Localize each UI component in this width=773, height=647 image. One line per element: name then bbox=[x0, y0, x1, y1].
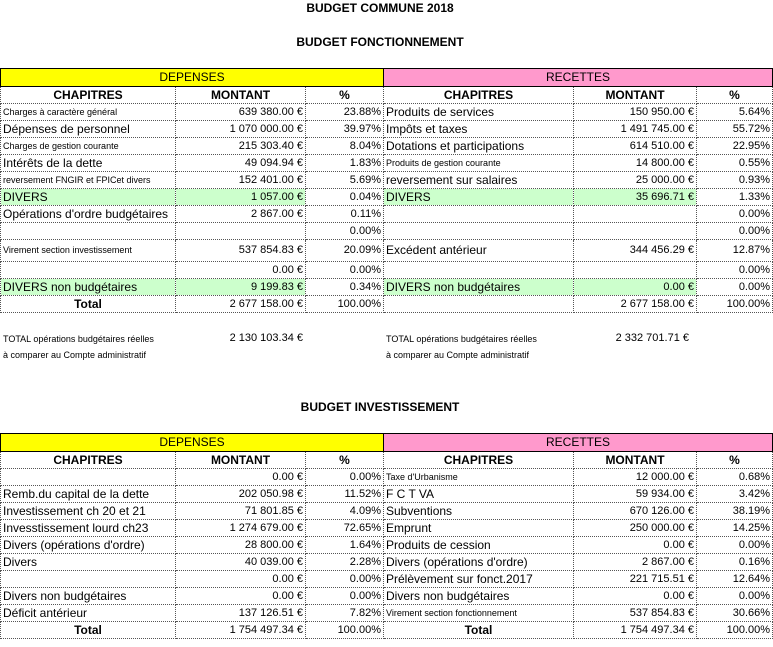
col-header: CHAPITRES bbox=[1, 87, 176, 104]
cell bbox=[574, 206, 697, 223]
cell bbox=[384, 223, 574, 240]
cell: 0.00% bbox=[697, 588, 773, 605]
cell: 137 126.51 € bbox=[176, 605, 306, 622]
cell: Excédent antérieur bbox=[384, 240, 574, 262]
cell: 0.00 € bbox=[176, 571, 306, 588]
cell: 1 491 745.00 € bbox=[574, 121, 697, 138]
total-label: Total bbox=[384, 622, 574, 639]
cell: 12 000.00 € bbox=[574, 469, 697, 486]
depenses-band: DEPENSES bbox=[1, 69, 384, 87]
cell: Virement section investissement bbox=[1, 240, 176, 262]
cell: 11.52% bbox=[306, 486, 384, 503]
cell: DIVERS bbox=[384, 189, 574, 206]
cell: 344 456.29 € bbox=[574, 240, 697, 262]
table-row bbox=[1, 138, 773, 155]
table-row bbox=[1, 155, 773, 172]
col-header: % bbox=[306, 87, 384, 104]
cell bbox=[176, 223, 306, 240]
cell: 2 867.00 € bbox=[574, 554, 697, 571]
cell: 20.09% bbox=[306, 240, 384, 262]
cell: 72.65% bbox=[306, 520, 384, 537]
cell: Divers non budgétaires bbox=[1, 588, 176, 605]
cell: Charges à caractère général bbox=[1, 104, 176, 121]
table-investissement bbox=[0, 433, 773, 639]
cell bbox=[574, 223, 697, 240]
cell: 639 380.00 € bbox=[176, 104, 306, 121]
cell: 49 094.94 € bbox=[176, 155, 306, 172]
cell: 35 696.71 € bbox=[574, 189, 697, 206]
cell: 0.00% bbox=[697, 537, 773, 554]
depenses-band: DEPENSES bbox=[1, 434, 384, 452]
recettes-band: RECETTES bbox=[384, 69, 773, 87]
cell: 0.00% bbox=[697, 223, 773, 240]
section-title-investissement: BUDGET INVESTISSEMENT bbox=[300, 400, 460, 414]
cell: 0.00% bbox=[697, 279, 773, 296]
cell: 1 754 497.34 € bbox=[574, 622, 697, 639]
cell: Charges de gestion courante bbox=[1, 138, 176, 155]
cell: 5.69% bbox=[306, 172, 384, 189]
cell: 12.64% bbox=[697, 571, 773, 588]
cell: 39.97% bbox=[306, 121, 384, 138]
cell: 537 854.83 € bbox=[574, 605, 697, 622]
cell: 7.82% bbox=[306, 605, 384, 622]
cell: 1 274 679.00 € bbox=[176, 520, 306, 537]
cell: 0.00% bbox=[306, 262, 384, 279]
cell: 4.09% bbox=[306, 503, 384, 520]
section-title-fonctionnement: BUDGET FONCTIONNEMENT bbox=[296, 35, 464, 49]
cell: reversement FNGIR et FPICet divers bbox=[1, 172, 176, 189]
cell: Divers bbox=[1, 554, 176, 571]
cell: 0.11% bbox=[306, 206, 384, 223]
table-row bbox=[1, 206, 773, 223]
note-depenses-line2: à comparer au Compte administratif bbox=[3, 350, 147, 360]
cell bbox=[384, 262, 574, 279]
cell: Impôts et taxes bbox=[384, 121, 574, 138]
table-row bbox=[1, 571, 773, 588]
total-label: Total bbox=[1, 622, 176, 639]
cell: 59 934.00 € bbox=[574, 486, 697, 503]
cell: Déficit antérieur bbox=[1, 605, 176, 622]
table-row bbox=[1, 279, 773, 296]
cell: 0.00% bbox=[306, 469, 384, 486]
cell: 152 401.00 € bbox=[176, 172, 306, 189]
cell: Divers non budgétaires bbox=[384, 588, 574, 605]
cell: Prélèvement sur fonct.2017 bbox=[384, 571, 574, 588]
table-row bbox=[1, 537, 773, 554]
cell: 0.00 € bbox=[574, 588, 697, 605]
table-row bbox=[1, 469, 773, 486]
cell: 670 126.00 € bbox=[574, 503, 697, 520]
col-header: CHAPITRES bbox=[1, 452, 176, 469]
cell: 0.68% bbox=[697, 469, 773, 486]
table-row bbox=[1, 588, 773, 605]
cell: 23.88% bbox=[306, 104, 384, 121]
table-row bbox=[1, 605, 773, 622]
cell bbox=[1, 262, 176, 279]
table-row bbox=[1, 240, 773, 262]
cell: 0.00% bbox=[697, 206, 773, 223]
cell: Investissement ch 20 et 21 bbox=[1, 503, 176, 520]
cell: 28 800.00 € bbox=[176, 537, 306, 554]
col-header: MONTANT bbox=[176, 87, 306, 104]
cell: 55.72% bbox=[697, 121, 773, 138]
col-header: CHAPITRES bbox=[384, 452, 574, 469]
cell bbox=[384, 296, 574, 313]
cell: 0.00 € bbox=[574, 279, 697, 296]
cell: 2 677 158.00 € bbox=[176, 296, 306, 313]
cell: 25 000.00 € bbox=[574, 172, 697, 189]
note-recettes-line1: TOTAL opérations budgétaires réelles bbox=[386, 334, 537, 344]
table-row bbox=[1, 172, 773, 189]
cell: 9 199.83 € bbox=[176, 279, 306, 296]
page-title: BUDGET COMMUNE 2018 bbox=[306, 1, 454, 15]
table-row bbox=[1, 262, 773, 279]
total-label: Total bbox=[1, 296, 176, 313]
cell: 38.19% bbox=[697, 503, 773, 520]
note-recettes-value: 2 332 701.71 € bbox=[615, 332, 689, 344]
table-row bbox=[1, 121, 773, 138]
total-row bbox=[1, 622, 773, 639]
cell bbox=[384, 206, 574, 223]
cell: 250 000.00 € bbox=[574, 520, 697, 537]
cell bbox=[574, 262, 697, 279]
cell: Divers (opérations d'ordre) bbox=[1, 537, 176, 554]
cell: 215 303.40 € bbox=[176, 138, 306, 155]
col-header: % bbox=[697, 87, 773, 104]
recettes-band: RECETTES bbox=[384, 434, 773, 452]
cell: 1.33% bbox=[697, 189, 773, 206]
cell: 0.16% bbox=[697, 554, 773, 571]
table-row bbox=[1, 223, 773, 240]
cell: 1 070 000.00 € bbox=[176, 121, 306, 138]
cell: 71 801.85 € bbox=[176, 503, 306, 520]
cell: 221 715.51 € bbox=[574, 571, 697, 588]
cell: 8.04% bbox=[306, 138, 384, 155]
col-header: % bbox=[697, 452, 773, 469]
table-row bbox=[1, 104, 773, 121]
cell: 2 677 158.00 € bbox=[574, 296, 697, 313]
note-depenses-value: 2 130 103.34 € bbox=[229, 332, 303, 344]
cell: 22.95% bbox=[697, 138, 773, 155]
cell: 1.64% bbox=[306, 537, 384, 554]
cell: 5.64% bbox=[697, 104, 773, 121]
cell: 0.04% bbox=[306, 189, 384, 206]
cell: 2 867.00 € bbox=[176, 206, 306, 223]
cell: 0.00 € bbox=[176, 588, 306, 605]
cell: Intérêts de la dette bbox=[1, 155, 176, 172]
cell: Remb.du capital de la dette bbox=[1, 486, 176, 503]
col-header: MONTANT bbox=[574, 452, 697, 469]
cell: DIVERS non budgétaires bbox=[384, 279, 574, 296]
cell: 1.83% bbox=[306, 155, 384, 172]
cell: 202 050.98 € bbox=[176, 486, 306, 503]
cell: 2.28% bbox=[306, 554, 384, 571]
cell: Taxe d'Urbanisme bbox=[384, 469, 574, 486]
cell: 100.00% bbox=[697, 296, 773, 313]
cell: 0.00% bbox=[306, 571, 384, 588]
cell: Divers (opérations d'ordre) bbox=[384, 554, 574, 571]
col-header: MONTANT bbox=[176, 452, 306, 469]
cell: Dotations et participations bbox=[384, 138, 574, 155]
table-row bbox=[1, 520, 773, 537]
cell: Dépenses de personnel bbox=[1, 121, 176, 138]
cell: 0.55% bbox=[697, 155, 773, 172]
col-header: % bbox=[306, 452, 384, 469]
cell: Produits de cession bbox=[384, 537, 574, 554]
cell: Invesstissement lourd ch23 bbox=[1, 520, 176, 537]
cell: 150 950.00 € bbox=[574, 104, 697, 121]
cell: 3.42% bbox=[697, 486, 773, 503]
cell: 100.00% bbox=[697, 622, 773, 639]
cell: Produits de gestion courante bbox=[384, 155, 574, 172]
cell: 0.00 € bbox=[176, 262, 306, 279]
cell: 0.00% bbox=[697, 262, 773, 279]
cell: 537 854.83 € bbox=[176, 240, 306, 262]
cell: Produits de services bbox=[384, 104, 574, 121]
cell: F C T VA bbox=[384, 486, 574, 503]
cell: 0.00% bbox=[306, 588, 384, 605]
cell: 1 754 497.34 € bbox=[176, 622, 306, 639]
col-header: CHAPITRES bbox=[384, 87, 574, 104]
cell: 0.00 € bbox=[574, 537, 697, 554]
table-row bbox=[1, 503, 773, 520]
cell bbox=[1, 223, 176, 240]
cell: DIVERS bbox=[1, 189, 176, 206]
cell: 0.93% bbox=[697, 172, 773, 189]
cell bbox=[1, 571, 176, 588]
col-header: MONTANT bbox=[574, 87, 697, 104]
cell: Opérations d'ordre budgétaires bbox=[1, 206, 176, 223]
note-depenses-line1: TOTAL opérations budgétaires réelles bbox=[3, 334, 154, 344]
cell: 0.00% bbox=[306, 223, 384, 240]
table-fonctionnement bbox=[0, 68, 773, 313]
cell: 30.66% bbox=[697, 605, 773, 622]
cell: 0.34% bbox=[306, 279, 384, 296]
table-row bbox=[1, 189, 773, 206]
cell bbox=[1, 469, 176, 486]
cell: Emprunt bbox=[384, 520, 574, 537]
note-recettes-line2: à comparer au Compte administratif bbox=[386, 350, 530, 360]
cell: Subventions bbox=[384, 503, 574, 520]
cell: 1 057.00 € bbox=[176, 189, 306, 206]
cell: 614 510.00 € bbox=[574, 138, 697, 155]
cell: 0.00 € bbox=[176, 469, 306, 486]
cell: 14 800.00 € bbox=[574, 155, 697, 172]
cell: 100.00% bbox=[306, 622, 384, 639]
cell: 40 039.00 € bbox=[176, 554, 306, 571]
cell: Virement section fonctionnement bbox=[384, 605, 574, 622]
table-row bbox=[1, 486, 773, 503]
cell: DIVERS non budgétaires bbox=[1, 279, 176, 296]
table-row bbox=[1, 554, 773, 571]
total-row bbox=[1, 296, 773, 313]
cell: 12.87% bbox=[697, 240, 773, 262]
cell: reversement sur salaires bbox=[384, 172, 574, 189]
cell: 100.00% bbox=[306, 296, 384, 313]
cell: 14.25% bbox=[697, 520, 773, 537]
